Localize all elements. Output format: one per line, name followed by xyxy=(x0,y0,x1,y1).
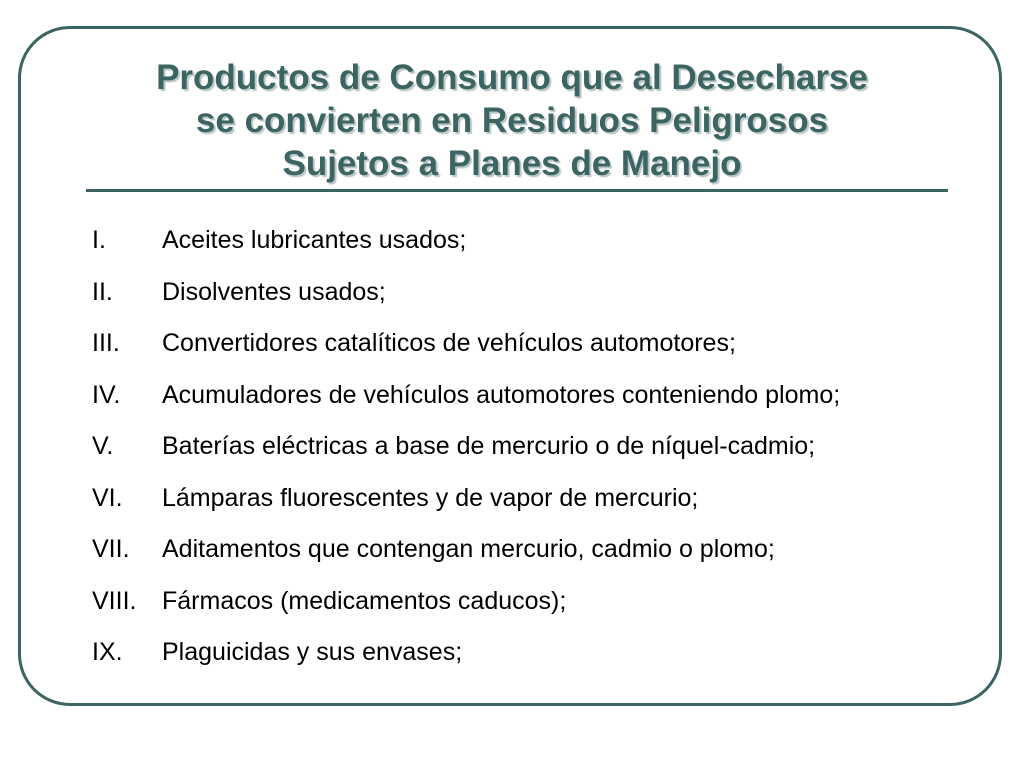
list-item xyxy=(92,278,972,330)
title-divider xyxy=(86,189,948,192)
list-item xyxy=(92,535,972,587)
waste-list xyxy=(92,226,972,690)
title-line-2: se convierten en Residuos Peligrosos xyxy=(195,101,829,140)
list-item xyxy=(92,587,972,639)
title-line-3: Sujetos a Planes de Manejo xyxy=(282,144,742,183)
slide-title xyxy=(60,56,964,185)
list-item-number: V. xyxy=(92,432,114,460)
list-item-text: Acumuladores de vehículos automotores conteniendo plomo; xyxy=(162,380,841,409)
title-line-1: Productos de Consumo que al Desecharse xyxy=(156,58,868,97)
list-item-text: Plaguicidas y sus envases; xyxy=(162,638,463,666)
list-item-text: Lámparas fluorescentes y de vapor de mercurio; xyxy=(162,483,699,512)
list-item-number: II. xyxy=(92,277,113,306)
list-item-number: VI. xyxy=(92,483,123,512)
list-item xyxy=(92,484,972,536)
list-item-number: VII. xyxy=(92,535,130,563)
list-item-number: VIII. xyxy=(92,586,137,615)
list-item-text: Fármacos (medicamentos caducos); xyxy=(162,586,567,615)
list-item-text: Baterías eléctricas a base de mercurio o de níquel-cadmio; xyxy=(162,432,816,460)
list-item xyxy=(92,226,972,278)
list-item-text: Aditamentos que contengan mercurio, cadmio o plomo; xyxy=(162,535,775,563)
list-item-number: I. xyxy=(92,226,106,254)
list-item-text: Aceites lubricantes usados; xyxy=(162,226,467,254)
list-item-number: III. xyxy=(92,329,120,357)
list-item xyxy=(92,329,972,381)
list-item-number: IX. xyxy=(92,638,123,666)
list-item-text: Disolventes usados; xyxy=(162,277,386,306)
list-item-text: Convertidores catalíticos de vehículos automotores; xyxy=(162,329,736,357)
list-item xyxy=(92,638,972,690)
list-item xyxy=(92,432,972,484)
list-item xyxy=(92,381,972,433)
list-item-number: IV. xyxy=(92,380,121,409)
